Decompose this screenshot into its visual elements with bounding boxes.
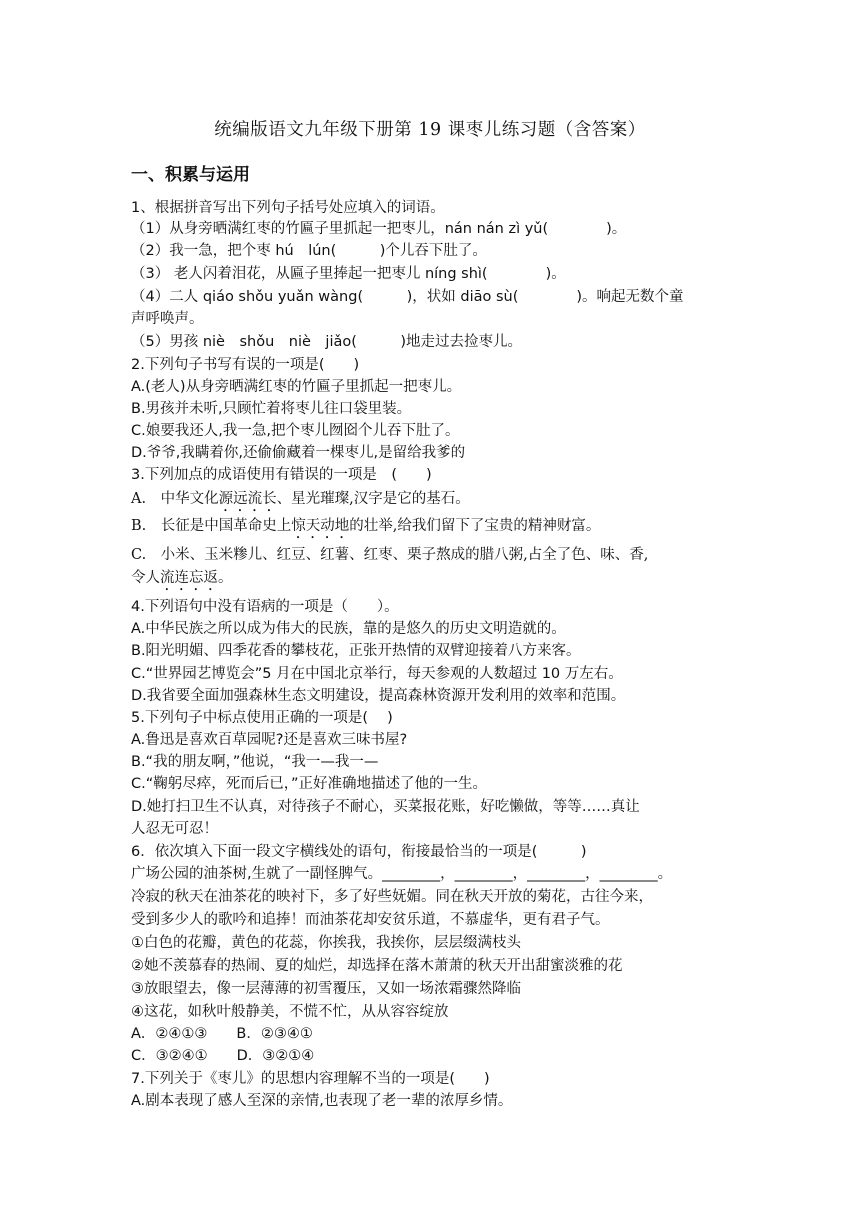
q3-b-text: B. 长征是中国革命史上 — [131, 518, 292, 534]
q3-b-idiom: 惊天动地 — [291, 518, 350, 534]
q7-option-a: A.剧本表现了感人至深的亲情,也表现了老一辈的浓厚乡情。 — [131, 1093, 513, 1109]
q5-stem: 5.下列句子中标点使用正确的一项是( ) — [131, 710, 393, 726]
q3-a-text: A. 中华文化 — [131, 491, 219, 507]
q1-item-2: （2）我一急，把个枣 hú lún( )个儿吞下肚了。 — [131, 243, 487, 259]
q6-passage-1: 广场公园的油茶树,生就了一副怪脾气。________，________，________，________。 — [131, 866, 673, 882]
q2-option-c: C.娘要我还人,我一急,把个枣儿囫囵个儿吞下肚了。 — [131, 423, 460, 439]
q3-c-text: 令人 — [131, 570, 160, 586]
q2-option-b: B.男孩并未听,只顾忙着将枣儿往口袋里装。 — [131, 401, 412, 417]
q6-options-ab: A．②④①③ B．②③④① — [131, 1026, 313, 1042]
q3-a-idiom: 源远流长 — [218, 491, 277, 507]
q3-option-c: C. 小米、玉米糁儿、红豆、红薯、红枣、栗子熬成的腊八粥,占全了色、味、香, — [131, 547, 649, 563]
q1-item-4-cont: 声呼唤声。 — [131, 311, 204, 327]
section-heading: 一、积累与运用 — [131, 165, 250, 185]
q3-option-a — [131, 489, 743, 515]
q1-item-3: （3） 老人闪着泪花，从匾子里捧起一把枣儿 níng shì( )。 — [131, 266, 566, 282]
q7-stem: 7.下列关于《枣儿》的思想内容理解不当的一项是( ) — [131, 1071, 490, 1087]
q3-option-c-cont — [131, 568, 743, 594]
q6-passage-3: 受到多少人的歌吟和追捧！而油茶花却安贫乐道，不慕虚华，更有君子气。 — [131, 912, 610, 928]
q6-sentence-2: ②她不羡慕春的热闹、夏的灿烂，却选择在落木萧萧的秋天开出甜蜜淡雅的花 — [131, 958, 623, 974]
q4-option-d: D.我省要全面加强森林生态文明建设，提高森林资源开发利用的效率和范围。 — [131, 688, 626, 704]
q6-options-cd: C．③②④① D．③②①④ — [131, 1048, 315, 1064]
q1-item-1: （1）从身旁晒满红枣的竹匾子里抓起一把枣儿，nán nán zì yǔ( )。 — [131, 221, 627, 237]
q1-stem: 1、根据拼音写出下列句子括号处应填入的词语。 — [131, 200, 445, 216]
q3-option-b — [131, 516, 743, 542]
q5-option-c: C.“鞠躬尽瘁，死而后已，”正好准确地描述了他的一生。 — [131, 776, 488, 792]
q6-stem: 6．依次填入下面一段文字横线处的语句，衔接最恰当的一项是( ) — [131, 844, 587, 860]
q4-option-b: B.阳光明媚、四季花香的攀枝花，正张开热情的双臂迎接着八方来客。 — [131, 643, 581, 659]
q2-option-d: D.爷爷,我瞒着你,还偷偷藏着一棵枣儿,是留给我爹的 — [131, 445, 466, 461]
q6-passage-2: 冷寂的秋天在油茶花的映衬下，多了好些妩媚。同在秋天开放的菊花，古往今来， — [131, 889, 653, 905]
q5-option-d: D.她打扫卫生不认真，对待孩子不耐心，买菜报花账，好吃懒做，等等……真让 — [131, 799, 640, 815]
q3-stem: 3.下列加点的成语使用有错误的一项是 ( ) — [131, 467, 432, 483]
q1-item-4: （4）二人 qiáo shǒu yuǎn wàng( )，状如 diāo sù( )。响起无数个童 — [131, 289, 684, 305]
q3-c-idiom: 流连忘返 — [160, 570, 218, 586]
q4-stem: 4.下列语句中没有语病的一项是（ ）。 — [131, 599, 399, 615]
q1-item-5: （5）男孩 niè shǒu niè jiǎo( )地走过去捡枣儿。 — [131, 334, 523, 350]
q2-stem: 2.下列句子书写有误的一项是( ) — [131, 357, 360, 373]
q4-option-a: A.中华民族之所以成为伟大的民族，靠的是悠久的历史文明造就的。 — [131, 621, 566, 637]
q6-sentence-3: ③放眼望去，像一层薄薄的初雪覆压，又如一场浓霜骤然降临 — [131, 981, 521, 997]
q5-option-d-cont: 人忍无可忍！ — [131, 821, 218, 837]
q3-a-text-2: 、星光璀璨,汉字是它的基石。 — [276, 491, 470, 507]
q5-option-b: B.“我的朋友啊，”他说，“我一—我一— — [131, 754, 379, 770]
document-title: 统编版语文九年级下册第 19 课枣儿练习题（含答案） — [214, 120, 646, 140]
q3-b-text-2: 的壮举,给我们留下了宝贵的精神财富。 — [349, 518, 601, 534]
q6-sentence-1: ①白色的花瓣，黄色的花蕊，你挨我，我挨你，层层缀满枝头 — [131, 935, 521, 951]
q3-c-text-2: 。 — [218, 570, 233, 586]
q2-option-a: A.(老人)从身旁晒满红枣的竹匾子里抓起一把枣儿。 — [131, 379, 462, 395]
q6-sentence-4: ④这花，如秋叶般静美，不慌不忙，从从容容绽放 — [131, 1004, 449, 1020]
q4-option-c: C.“世界园艺博览会”5 月在中国北京举行，每天参观的人数超过 10 万左右。 — [131, 666, 623, 682]
q5-option-a: A.鲁迅是喜欢百草园呢?还是喜欢三味书屋? — [131, 732, 408, 748]
